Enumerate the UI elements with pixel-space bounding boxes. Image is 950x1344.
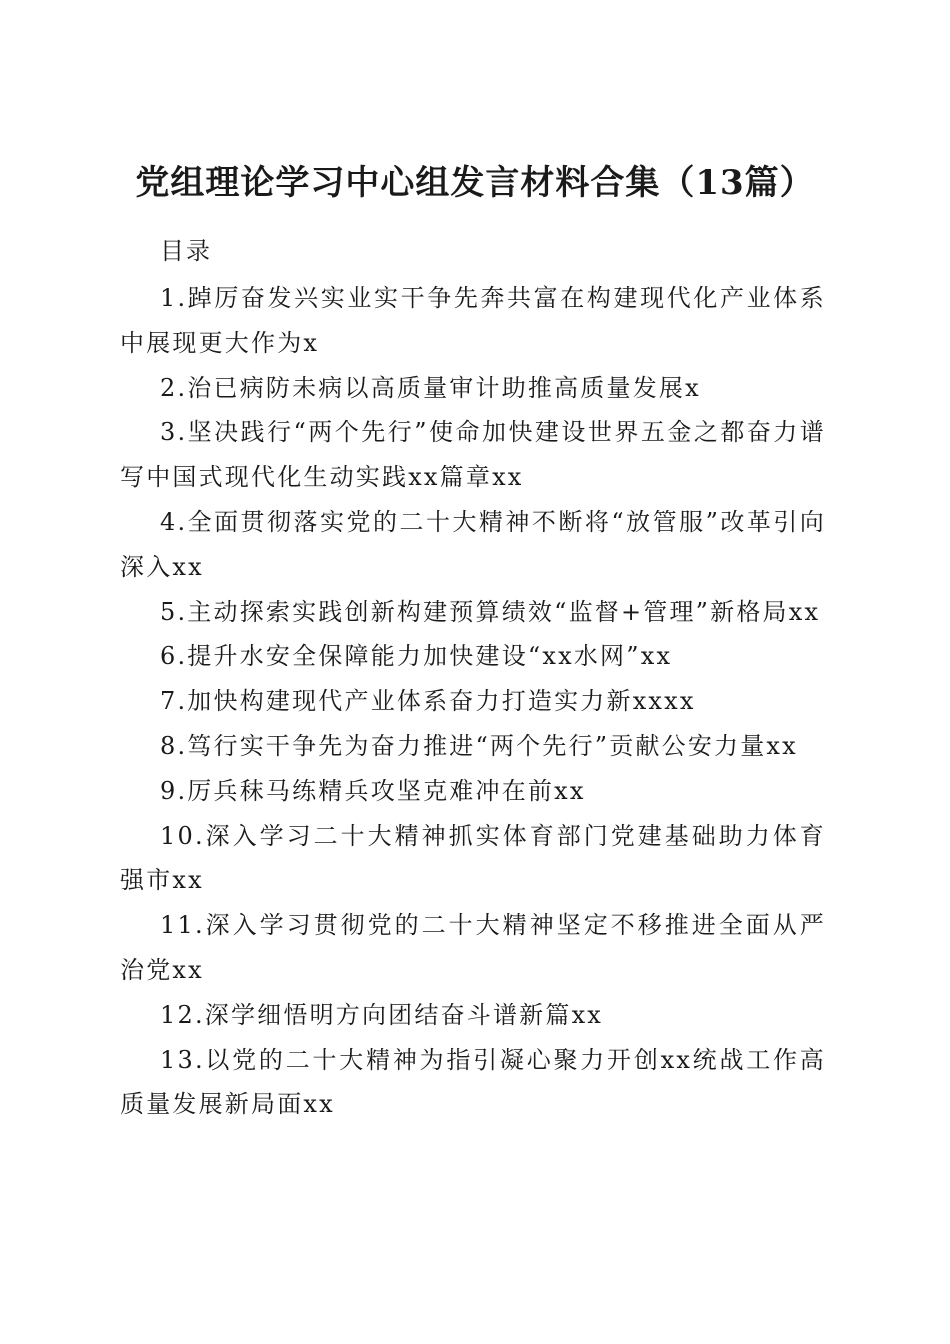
toc-item-4[interactable]: 4.全面贯彻落实党的二十大精神不断将“放管服”改革引向深入xx <box>120 507 826 581</box>
toc-item-13[interactable]: 13.以党的二十大精神为指引凝心聚力开创xx统战工作高质量发展新局面xx <box>120 1045 826 1119</box>
toc-heading: 目录 <box>160 237 212 265</box>
toc-item-1[interactable]: 1.踔厉奋发兴实业实干争先奔共富在构建现代化产业体系中展现更大作为x <box>120 284 826 357</box>
table-of-contents <box>120 276 826 1127</box>
toc-item-7[interactable]: 7.加快构建现代产业体系奋力打造实力新xxxx <box>160 687 696 716</box>
toc-item-8[interactable]: 8.笃行实干争先为奋力推进“两个先行”贡献公安力量xx <box>160 731 798 760</box>
toc-item-9[interactable]: 9.厉兵秣马练精兵攻坚克难冲在前xx <box>160 776 586 805</box>
toc-item-3[interactable]: 3.坚决践行“两个先行”使命加快建设世界五金之都奋力谱写中国式现代化生动实践xx篇章xx <box>120 418 826 492</box>
toc-item-5[interactable]: 5.主动探索实践创新构建预算绩效“监督+管理”新格局xx <box>160 597 821 626</box>
toc-item-11[interactable]: 11.深入学习贯彻党的二十大精神坚定不移推进全面从严治党xx <box>120 911 826 984</box>
toc-item-2[interactable]: 2.治已病防未病以高质量审计助推高质量发展x <box>160 373 701 402</box>
document-title: 党组理论学习中心组发言材料合集（13篇） <box>135 162 815 203</box>
toc-item-6[interactable]: 6.提升水安全保障能力加快建设“xx水网”xx <box>160 642 673 671</box>
toc-item-10[interactable]: 10.深入学习二十大精神抓实体育部门党建基础助力体育强市xx <box>120 821 826 895</box>
toc-item-12[interactable]: 12.深学细悟明方向团结奋斗谱新篇xx <box>160 1000 604 1029</box>
